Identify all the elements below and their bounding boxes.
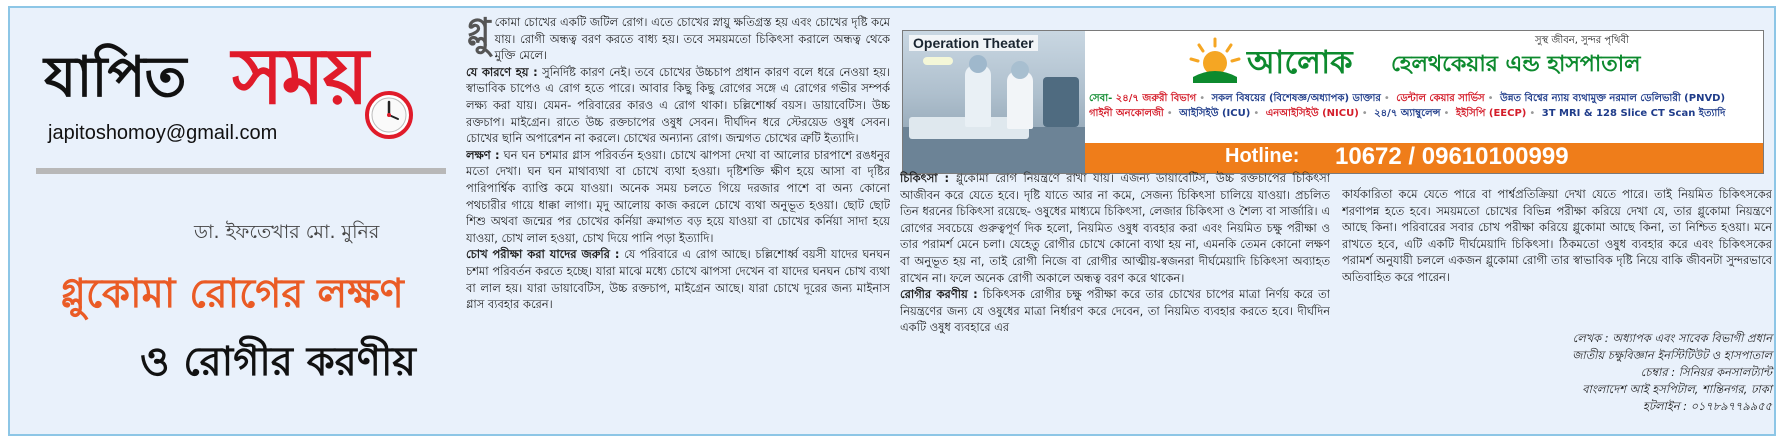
article-column-2 bbox=[900, 170, 1330, 426]
brand-subtitle: হেলথকেয়ার এন্ড হাসপাতাল bbox=[1391, 52, 1641, 77]
service-item: ২৪/৭ অ্যাম্বুলেন্স bbox=[1374, 108, 1441, 119]
symptom-heading: লক্ষণ : bbox=[466, 147, 500, 162]
surgical-light-shape bbox=[923, 57, 953, 65]
brand-name: আলোক bbox=[1247, 43, 1353, 81]
signature-line: বাংলাদেশ আই হসপিটাল, শান্তিনগর, ঢাকা bbox=[1582, 382, 1772, 396]
hotline-label: Hotline: bbox=[1225, 145, 1300, 167]
masthead bbox=[14, 10, 454, 430]
duty-heading: রোগীর করণীয় : bbox=[900, 287, 978, 302]
service-item: সকল বিষয়ের (বিশেষজ্ঞ/অধ্যাপক) ডাক্তার bbox=[1211, 93, 1381, 104]
author-signature bbox=[1342, 330, 1772, 426]
treatment-paragraph: গ্লুকোমা রোগ নিয়ন্ত্রণে রাখা যায়। এজন্য ডায়াবেটিস, উচ্চ রক্তচাপের চিকিৎসা আজীবন করে যেতে হবে। দৃষ্টি যাতে আর না কমে, সেজন্য চিকিৎসা চালিয়ে যাওয়া। প্রচলিত তিন ধরনের চিকিৎসা রয়েছে- ওষুধের মাধ্যমে চিকিৎসা, লেজার চিকিৎসা ও শৈল্য বা সার্জারি। এ রোগের সবচেয়ে গুরুত্বপূর্ণ দিক হলো, নিয়মিত ওষুধ ব্যবহার করা এবং নিয়মিত চক্ষু পরীক্ষা ও তার পরামর্শ মেনে চলা। যেহেতু রোগীর চোখে কোনো ব্যথা হয় না, এমনকি তেমন কোনো লক্ষণ বা অনুভূত হয় না, তাই রোগী নিজে বা রোগীর আত্মীয়-স্বজনরা দীর্ঘমেয়াদি চিকিৎসা অব্যাহত রাখেন না। ফলে অনেক রোগী অকালে অন্ধত্ব বরণ করে থাকেন। bbox=[900, 171, 1330, 285]
service-list: সেবা- ২৪/৭ জরুরী বিভাগ • সকল বিষয়ের (বিশেষজ্ঞ/অধ্যাপক) ডাক্তার • ডেন্টাল কেয়ার সার্ভিস • উন্নত বিশ্বের ন্যায় ব্যথামুক্ত নরমাল ডেলিভারী (PNVD) গাইনী অনকোলজী • আইসিইউ (ICU) • এনআইসিইউ (NICU) • ২৪/৭ অ্যাম্বুলেন্স • ইইসিপি (EECP) • 3T MRI & 128 Slice CT Scan ইত্যাদি bbox=[1089, 93, 1726, 119]
surgeon-figure-1 bbox=[965, 65, 991, 127]
article-author: ডা. ইফতেখার মো. মুনির bbox=[194, 221, 380, 243]
service-item: আইসিইউ (ICU) bbox=[1179, 108, 1251, 119]
hotline-bar bbox=[1085, 143, 1764, 173]
signature-line: চেম্বার : সিনিয়র কনসালট্যান্ট bbox=[1640, 365, 1772, 379]
service-item: ২৪/৭ জরুরী বিভাগ bbox=[1115, 93, 1197, 104]
article-column-1 bbox=[466, 14, 890, 426]
hospital-advertisement[interactable] bbox=[902, 30, 1764, 174]
test-heading: চোখ পরীক্ষা করা যাদের জরুরি : bbox=[466, 247, 620, 262]
logo-word-japito: যাপিত bbox=[44, 45, 186, 110]
duty-paragraph: চিকিৎসক রোগীর চক্ষু পরীক্ষা করে তার চোখের চাপের মাত্রা নির্ণয় করে তা নিয়ন্ত্রণের জন্য যে ওষুধের মাত্রা নির্ধারণ করে দেবেন, তা নিয়মিত ব্যবহার করতে হবে। দীর্ঘদিন একটি ওষুধ ব্যবহারে এর bbox=[900, 287, 1330, 335]
clock-icon bbox=[364, 90, 414, 140]
symptom-paragraph: ঘন ঘন চশমার গ্লাস পরিবর্তন হওয়া। চোখে ঝাপসা দেখা বা আলোর চারপাশে রঙধনুর মতো দেখা। ঘন ঘন মাথাব্যথা বা চোখে ব্যথা হওয়া। দৃষ্টিশক্তি ক্ষীণ হয়ে আসা বা দৃষ্টির পারিপার্শ্বিক ব্যাপ্তি কমে যাওয়া। অনেক সময় চলতে গিয়ে দরজার পাশে বা অন্য কোনো পথচারীর গায়ে ধাক্কা লাগা। মৃদু আলোয় কাজ করলে চোখে ব্যথা অনুভূত হওয়া। ছোট ছোট শিশু অথবা জন্মের পর চোখের কর্নিয়া ক্রমাগত বড় হয়ে যাওয়া বা চোখের কর্নিয়া সাদা হয়ে যাওয়া, চোখ লাল হওয়া, চোখ দিয়ে পানি পড়া ইত্যাদি। bbox=[466, 147, 890, 245]
surgeon-figure-2 bbox=[1007, 71, 1033, 129]
service-item: ডেন্টাল কেয়ার সার্ভিস bbox=[1396, 93, 1485, 104]
ad-content bbox=[1085, 31, 1764, 173]
signature-line: জাতীয় চক্ষুবিজ্ঞান ইনস্টিটিউট ও হাসপাতাল bbox=[1572, 348, 1772, 362]
operation-theater-photo bbox=[903, 31, 1085, 173]
cause-heading: যে কারণে হয় : bbox=[466, 64, 538, 79]
service-item: উন্নত বিশ্বের ন্যায় ব্যথামুক্ত নরমাল ডেলিভারী (PNVD) bbox=[1500, 93, 1726, 104]
logo-word-somoy: সময় bbox=[232, 32, 367, 122]
brand-tagline: সুস্থ জীবন, সুন্দর পৃথিবী bbox=[1535, 35, 1629, 46]
hotline-number[interactable]: 10672 / 09610100999 bbox=[1335, 143, 1569, 170]
photo-caption: Operation Theater bbox=[909, 35, 1038, 51]
masthead-divider bbox=[36, 168, 446, 174]
headline-line-2: ও রোগীর করণীয় bbox=[140, 339, 416, 385]
intro-paragraph: কোমা চোখের একটি জটিল রোগ। এতে চোখের স্নায়ু ক্ষতিগ্রস্ত হয় এবং চোখের দৃষ্টি কমে যায়। রোগী অন্ধত্ব বরণ করতে বাধ্য হয়। তবে সময়মতো চিকিৎসা করালে অন্ধত্ব থেকে মুক্তি মেলে। bbox=[494, 15, 890, 63]
equipment-shape bbox=[1043, 77, 1079, 127]
service-item: এনআইসিইউ (NICU) bbox=[1265, 108, 1359, 119]
signature-line: হটলাইন : ০১৭৮৯৭৭৯৯৫৫ bbox=[1642, 399, 1772, 413]
service-item: গাইনী অনকোলজী bbox=[1089, 108, 1164, 119]
continuation-paragraph: কার্যকারিতা কমে যেতে পারে বা পার্শ্বপ্রতিক্রিয়া দেখা যেতে পারে। তাই নিয়মিত চিকিৎসকের শরণাপন্ন হতে হবে। সময়মতো চোখের বিভিন্ন পরীক্ষা করিয়ে দেখা যে, তার গ্লুকোমা নিয়ন্ত্রণে আছে কিনা। পরিবারের সবার চোখ পরীক্ষা করিয়ে গ্লুকোমা আছে কিনা, তা নিশ্চিত হওয়া। মনে রাখতে হবে, এটি একটি দীর্ঘমেয়াদি চিকিৎসা। ঠিকমতো ওষুধ ব্যবহার করে এবং চিকিৎসকের পরামর্শ অনুযায়ী চললে একজন গ্লুকোমা রোগী তার স্বাভাবিক দৃষ্টি নিয়ে বাকি জীবনটা সুন্দরভাবে অতিবাহিত করে পারেন। bbox=[1342, 187, 1772, 284]
headline-line-1: গ্লুকোমা রোগের লক্ষণ bbox=[60, 271, 404, 317]
services-lead: সেবা- bbox=[1089, 93, 1113, 104]
signature-line: লেখক : অধ্যাপক এবং সাবেক বিভাগী প্রধান bbox=[1572, 331, 1772, 345]
service-item: ইইসিপি (EECP) bbox=[1455, 108, 1527, 119]
sun-logo-icon bbox=[1187, 37, 1243, 83]
surgeon-head-1 bbox=[969, 55, 987, 73]
contact-email: japitoshomoy@gmail.com bbox=[48, 122, 278, 144]
cause-paragraph: সুনির্দিষ্ট কারণ নেই। তবে চোখের উচ্চচাপ প্রধান কারণ বলে ধরে নেওয়া হয়। স্বাভাবিক চাপেও এ রোগ হতে পারে। আবার কিছু কিছু রোগের সঙ্গে এ রোগের গভীর সম্পর্ক লক্ষ্য করা যায়। যেমন- পরিবারের কারও এ রোগ থাকা। চল্লিশোর্ধ্ব বয়স। ডায়াবেটিস। উচ্চ রক্তচাপ। মাইগ্রেন। রাতে উচ্চ রক্তচাপের ওষুধ সেবন। দীর্ঘদিন ধরে স্টেরয়েড ওষুধ সেবন। চোখের ছানি অপারেশন না করলে। চোখের অন্যান্য রোগ। জন্মগত চোখের ত্রুটি ইত্যাদি। bbox=[466, 64, 890, 146]
surgeon-head-2 bbox=[1011, 61, 1029, 79]
service-item: 3T MRI & 128 Slice CT Scan ইত্যাদি bbox=[1541, 108, 1726, 119]
test-paragraph: যে পরিবারে এ রোগ আছে। চল্লিশোর্ধ্ব বয়সী যাদের ঘনঘন চশমা পরিবর্তন করতে হচ্ছে। যারা মাঝে মধ্যে চোখে ঝাপসা দেখেন বা যাদের ঘনঘন চোখ ব্যথা বা লাল হয়। যারা ডায়াবেটিস, উচ্চ রক্তচাপ, মাইগ্রেন আছে। যারা চোখে দূরের জন্য মাইনাস গ্লাস ব্যবহার করেন। bbox=[466, 247, 890, 312]
treatment-heading: চিকিৎসা : bbox=[900, 171, 950, 185]
drop-cap: গ্লু bbox=[466, 14, 491, 54]
